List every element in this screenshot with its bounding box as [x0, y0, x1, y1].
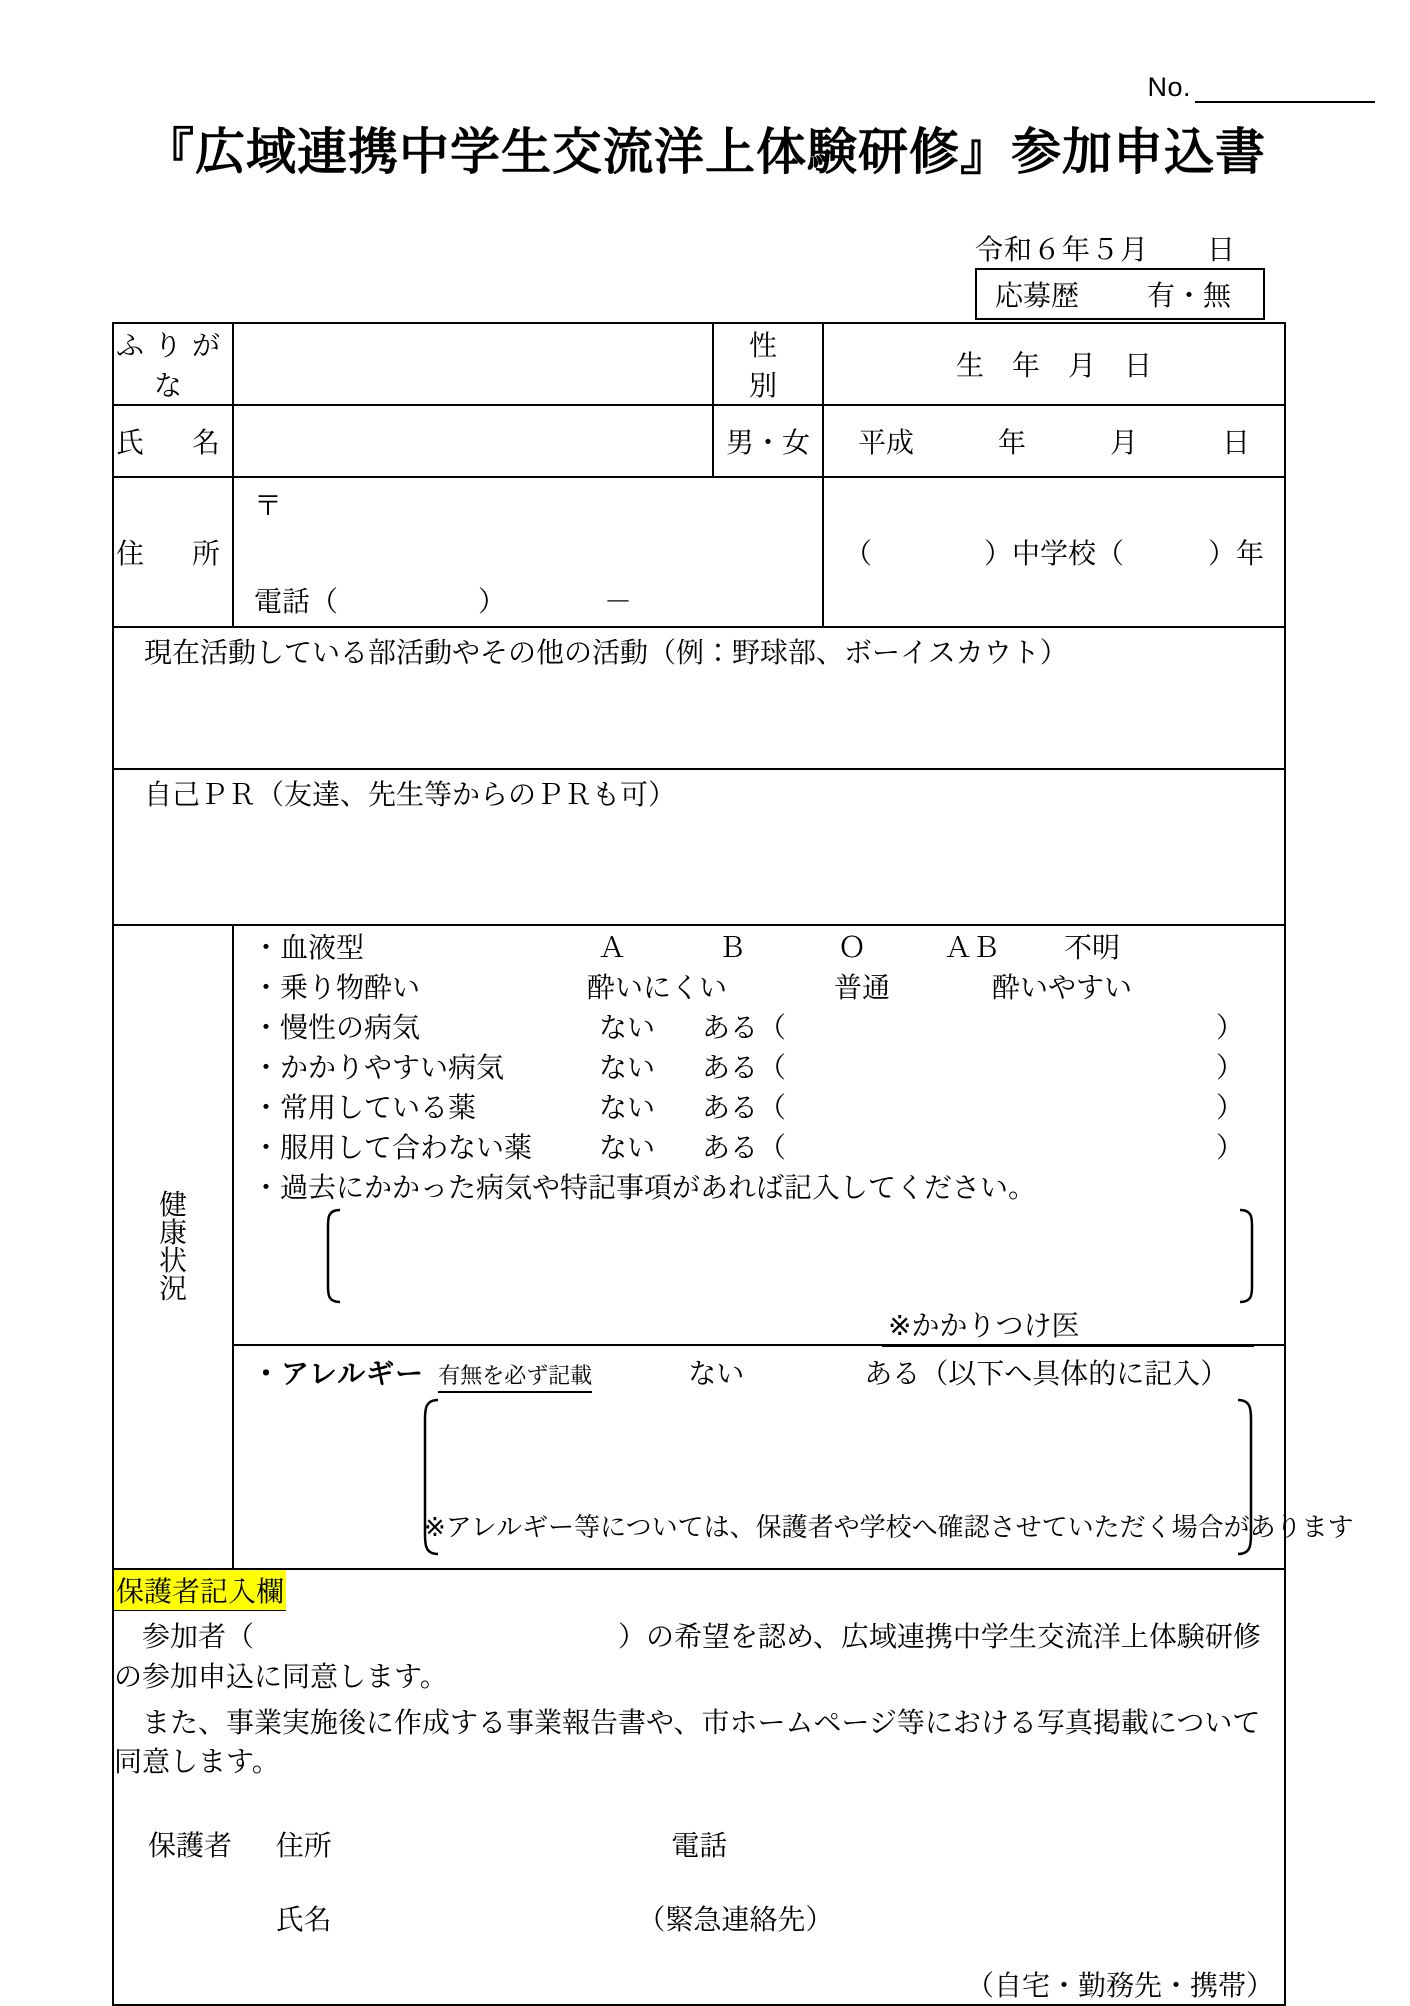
allergy-section-row [113, 1345, 1285, 1569]
activities-heading: 現在活動している部活動やその他の活動（例：野球部、ボーイスカウト） [144, 636, 1068, 668]
incompatible-medication-no[interactable]: ない [598, 1132, 655, 1163]
birthdate-input[interactable]: 平成 年 月 日 [823, 405, 1285, 477]
allergy-label: ・アレルギー [252, 1358, 425, 1389]
contact-type-footer: （自宅・勤務先・携帯） [965, 1970, 1274, 2001]
family-doctor-label: ※かかりつけ医 [882, 1304, 1254, 1347]
health-section-row [113, 925, 1285, 1345]
allergy-subnote: 有無を必ず記載 [438, 1359, 592, 1393]
blood-type-option-unknown[interactable]: 不明 [1063, 932, 1120, 963]
family-doctor-field[interactable] [234, 1304, 1284, 1344]
prone-illness-no[interactable]: ない [598, 1052, 655, 1083]
chronic-illness-detail[interactable]: ） [1215, 1012, 1244, 1043]
health-label-char-4: 況 [158, 1273, 187, 1304]
guardian-consent-paragraph-2: また、事業実施後に作成する事業報告書や、市ホームページ等における写真掲載について同意します。 [114, 1706, 1261, 1778]
blood-type-option-o[interactable]: Ｏ [837, 932, 866, 963]
health-row-motion-sickness [234, 966, 1284, 1006]
name-input[interactable] [233, 405, 713, 477]
allergy-detail-area[interactable] [234, 1398, 1354, 1558]
self-pr-heading: 自己ＰＲ（友達、先生等からのＰＲも可） [144, 778, 677, 810]
prone-illness-label: ・かかりやすい病気 [252, 1052, 505, 1083]
prone-illness-yes[interactable]: ある（ [702, 1052, 787, 1083]
activities-answer-row [113, 673, 1285, 769]
page-title: 『広域連携中学生交流洋上体験研修』参加申込書 [144, 124, 1266, 180]
gender-choice[interactable]: 男・女 [713, 405, 823, 477]
self-pr-heading-row [113, 769, 1285, 815]
allergy-footnote: ※アレルギー等については、保護者や学校へ確認させていただく場合があります [424, 1512, 1354, 1542]
self-pr-input[interactable] [113, 815, 1285, 925]
guardian-cell [113, 1569, 1285, 2005]
guardian-fields [114, 1824, 1284, 1938]
form-number-label: No. [1147, 72, 1191, 102]
table-row-address [113, 477, 1285, 627]
health-label-char-1: 健 [158, 1189, 187, 1220]
allergy-cell [233, 1345, 1354, 1569]
health-row-chronic-illness [234, 1006, 1284, 1046]
furigana-input[interactable] [233, 323, 713, 405]
guardian-tel-label: 電話 [671, 1830, 728, 1861]
table-row-furigana [113, 323, 1285, 405]
health-items-cell [233, 925, 1285, 1345]
application-history-box [975, 268, 1265, 320]
self-pr-answer-row [113, 815, 1285, 925]
blood-type-option-ab[interactable]: ＡＢ [943, 932, 1000, 963]
motion-sickness-option-rarely[interactable]: 酔いにくい [586, 972, 727, 1003]
allergy-question-row [234, 1352, 1284, 1398]
incompatible-medication-detail[interactable]: ） [1215, 1132, 1244, 1163]
table-row-name [113, 405, 1285, 477]
guardian-name-label: 氏名 [275, 1904, 332, 1935]
blood-type-label: ・血液型 [252, 932, 365, 963]
activities-input[interactable] [113, 673, 1285, 769]
guardian-section-label: 保護者記入欄 [114, 1570, 286, 1611]
gender-header: 性 別 [713, 323, 823, 405]
regular-medication-label: ・常用している薬 [252, 1092, 477, 1123]
application-history-value[interactable]: 有・無 [1146, 280, 1231, 311]
motion-sickness-label: ・乗り物酔い [252, 972, 421, 1003]
regular-medication-yes[interactable]: ある（ [702, 1092, 787, 1123]
address-label: 住 所 [113, 477, 233, 627]
guardian-label: 保護者 [148, 1830, 233, 1861]
school-grade-input[interactable]: （ ）中学校（ ）年 [823, 477, 1285, 627]
address-input[interactable] [233, 477, 823, 627]
postal-code-mark: 〒 [254, 490, 283, 521]
brace-left-icon [316, 1208, 342, 1304]
incompatible-medication-yes[interactable]: ある（ [702, 1132, 787, 1163]
name-label: 氏 名 [113, 405, 233, 477]
guardian-section-row [113, 1569, 1285, 2005]
health-row-incompatible-medication [234, 1126, 1284, 1166]
motion-sickness-option-normal[interactable]: 普通 [833, 972, 890, 1003]
motion-sickness-option-easily[interactable]: 酔いやすい [991, 972, 1132, 1003]
past-illness-answer-area[interactable] [234, 1208, 1284, 1304]
emergency-contact-label: （緊急連絡先） [637, 1904, 834, 1935]
guardian-consent-paragraph-1: 参加者（ ）の希望を認め、広域連携中学生交流洋上体験研修の参加申込に同意します。 [114, 1621, 1261, 1692]
birthdate-header: 生 年 月 日 [823, 323, 1285, 405]
allergy-option-no[interactable]: ない [688, 1358, 745, 1389]
past-illness-instruction: ・過去にかかった病気や特記事項があれば記入してください。 [252, 1172, 1037, 1203]
regular-medication-detail[interactable]: ） [1215, 1092, 1244, 1123]
furigana-label: ふりがな [113, 323, 233, 405]
blood-type-option-b[interactable]: Ｂ [717, 932, 746, 963]
health-label-char-2: 康 [158, 1217, 187, 1248]
activities-heading-row [113, 627, 1285, 673]
submission-date: 令和６年５月 日 [975, 234, 1237, 265]
allergy-option-yes[interactable]: ある（以下へ具体的に記入） [864, 1358, 1229, 1389]
health-row-regular-medication [234, 1086, 1284, 1126]
health-vertical-label [113, 925, 233, 1569]
chronic-illness-no[interactable]: ない [598, 1012, 655, 1043]
phone-input[interactable]: 電話（ ） － [254, 586, 633, 617]
incompatible-medication-label: ・服用して合わない薬 [252, 1132, 533, 1163]
applicant-table [112, 322, 1354, 2006]
health-label-char-3: 状 [158, 1245, 187, 1276]
regular-medication-no[interactable]: ない [598, 1092, 655, 1123]
chronic-illness-label: ・慢性の病気 [252, 1012, 421, 1043]
form-number-field [1147, 72, 1375, 103]
brace-right-icon [1238, 1208, 1264, 1304]
health-row-prone-illness [234, 1046, 1284, 1086]
form-number-blank[interactable] [1195, 75, 1375, 103]
application-history-label: 応募歴 [995, 280, 1080, 311]
blood-type-option-a[interactable]: Ａ [597, 932, 626, 963]
guardian-address-label: 住所 [275, 1830, 332, 1861]
prone-illness-detail[interactable]: ） [1215, 1052, 1244, 1083]
health-row-blood-type [234, 926, 1284, 966]
chronic-illness-yes[interactable]: ある（ [702, 1012, 787, 1043]
